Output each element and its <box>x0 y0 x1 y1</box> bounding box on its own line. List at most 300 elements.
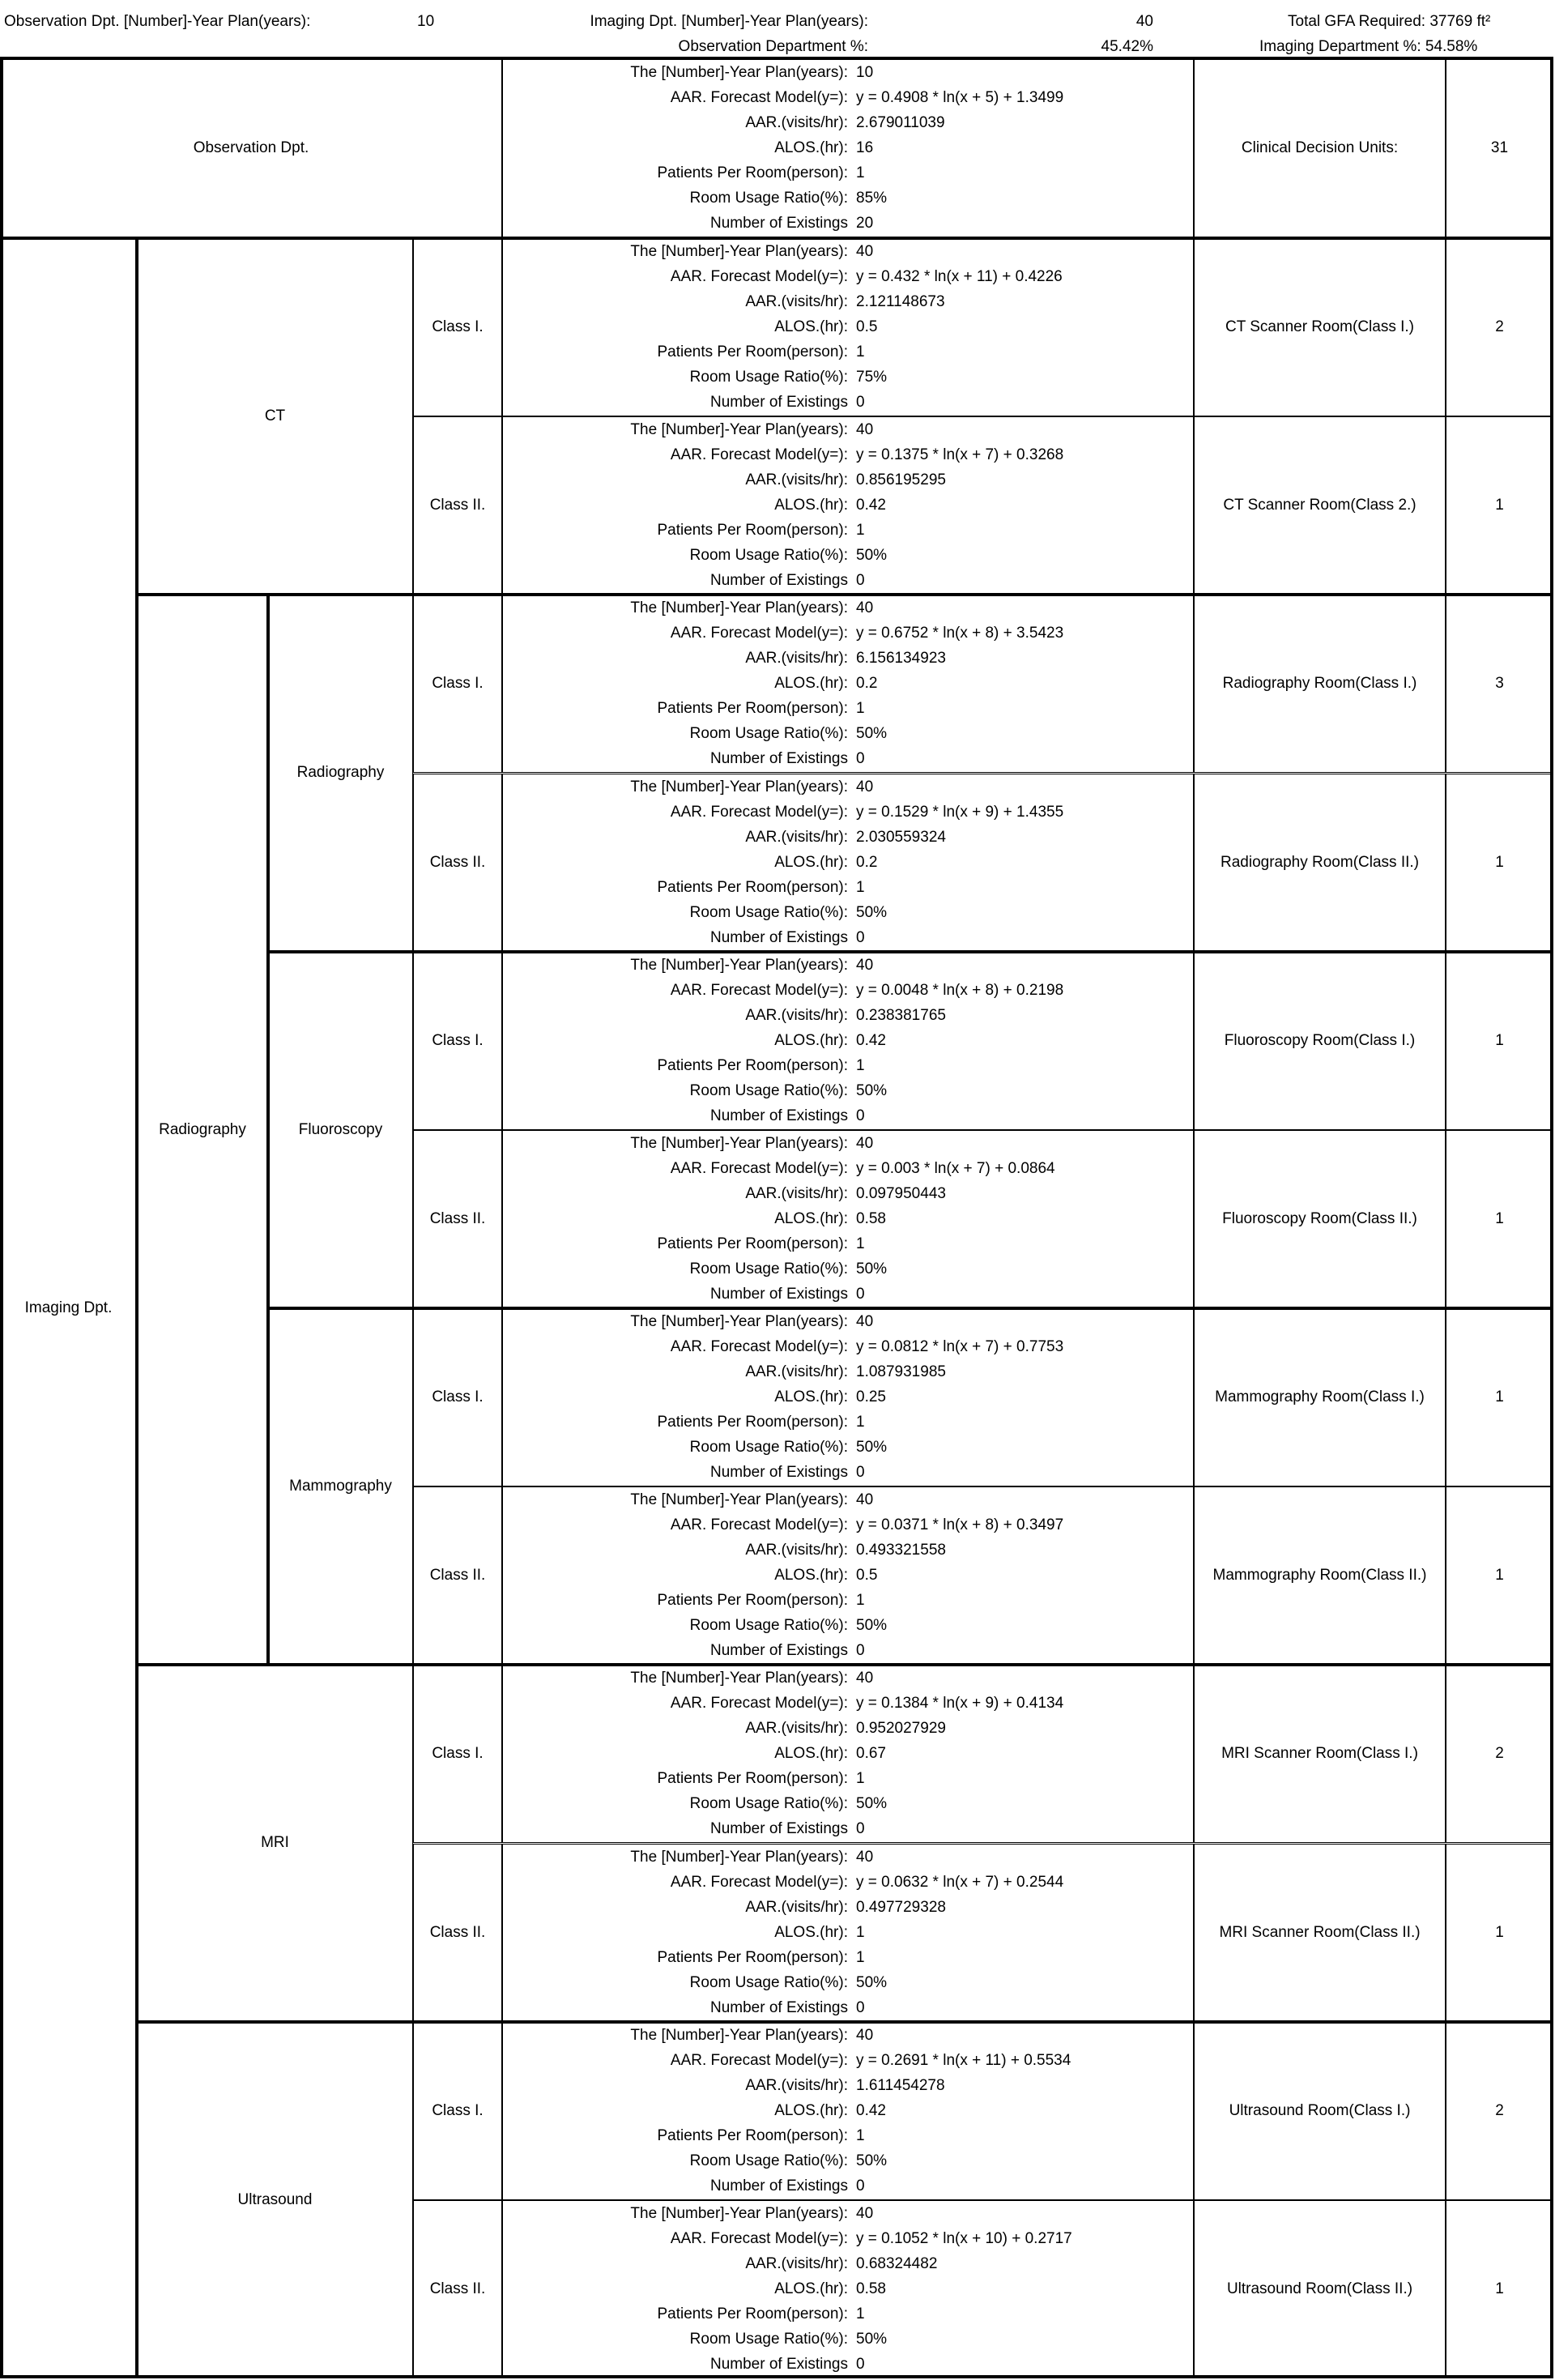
room-count: 2 <box>1446 1665 1553 1843</box>
param-label: Room Usage Ratio(%): <box>689 369 848 386</box>
param-label: AAR. Forecast Model(y=): <box>670 2229 848 2247</box>
param-value: y = 0.4908 * ln(x + 5) + 1.3499 <box>856 89 1064 106</box>
param-row <box>503 1945 1193 1970</box>
param-value: 6.156134923 <box>856 650 946 668</box>
param-label: Patients Per Room(person): <box>657 1235 848 1252</box>
class-label: Class I. <box>413 595 502 773</box>
param-value: y = 0.0812 * ln(x + 7) + 0.7753 <box>856 1338 1064 1356</box>
observation-room-type: Clinical Decision Units: <box>1194 58 1446 238</box>
param-value: 0.497729328 <box>856 1898 946 1916</box>
param-value: 50% <box>856 1617 888 1635</box>
param-label: The [Number]-Year Plan(years): <box>630 1491 848 1509</box>
param-value: y = 0.432 * ln(x + 11) + 0.4226 <box>856 268 1063 286</box>
param-row <box>503 569 1193 594</box>
param-label: AAR. Forecast Model(y=): <box>670 625 848 642</box>
param-value: 0.856195295 <box>856 471 946 489</box>
room-type: Radiography Room(Class I.) <box>1194 595 1446 773</box>
param-value: 50% <box>856 1795 888 1813</box>
param-label: AAR.(visits/hr): <box>745 1363 848 1381</box>
param-label: AAR. Forecast Model(y=): <box>670 89 848 106</box>
param-row <box>503 1589 1193 1614</box>
class-label: Class II. <box>413 2200 502 2378</box>
room-type: MRI Scanner Room(Class I.) <box>1194 1665 1446 1843</box>
param-row <box>503 315 1193 340</box>
param-label: ALOS.(hr): <box>774 2101 848 2119</box>
param-row <box>503 1131 1193 1156</box>
param-label: AAR.(visits/hr): <box>745 828 848 846</box>
param-label: The [Number]-Year Plan(years): <box>630 64 848 81</box>
img-pct-label: Imaging Department %: <box>1259 38 1421 55</box>
param-value: 50% <box>856 1973 888 1991</box>
param-row <box>503 186 1193 211</box>
param-label: The [Number]-Year Plan(years): <box>630 2026 848 2044</box>
obs-plan-label: Observation Dpt. [Number]-Year Plan(years): <box>4 13 311 30</box>
param-row <box>503 2276 1193 2301</box>
param-value: 1 <box>856 1414 865 1431</box>
group-mri: MRI <box>137 1665 413 2021</box>
param-value: 50% <box>856 1260 888 1277</box>
param-label: ALOS.(hr): <box>774 1031 848 1049</box>
class-label: Class I. <box>413 952 502 1130</box>
param-label: AAR. Forecast Model(y=): <box>670 1516 848 1534</box>
param-value: 1 <box>856 878 865 896</box>
param-row <box>503 1767 1193 1792</box>
param-value: 0.5 <box>856 1567 878 1585</box>
param-value: 0 <box>856 1642 865 1660</box>
param-label: Number of Existings <box>709 2355 848 2373</box>
param-row <box>503 1053 1193 1078</box>
room-params <box>502 1486 1194 1665</box>
param-label: Patients Per Room(person): <box>657 2305 848 2322</box>
param-row <box>503 825 1193 850</box>
room-params <box>502 1844 1194 2022</box>
room-type: Fluoroscopy Room(Class I.) <box>1194 952 1446 1130</box>
param-value: 0 <box>856 1107 865 1124</box>
param-value: 40 <box>856 1491 874 1509</box>
class-label: Class II. <box>413 1844 502 2022</box>
param-value: y = 0.003 * ln(x + 7) + 0.0864 <box>856 1159 1055 1177</box>
param-value: 40 <box>856 956 874 974</box>
class-label: Class I. <box>413 238 502 416</box>
param-row <box>503 2123 1193 2148</box>
room-params <box>502 2200 1194 2378</box>
class-label: Class I. <box>413 2022 502 2200</box>
param-label: AAR. Forecast Model(y=): <box>670 1873 848 1891</box>
param-value: 40 <box>856 1848 874 1866</box>
room-type: Ultrasound Room(Class I.) <box>1194 2022 1446 2200</box>
observation-room-count: 31 <box>1446 58 1553 238</box>
param-label: AAR. Forecast Model(y=): <box>670 2051 848 2069</box>
param-label: ALOS.(hr): <box>774 1388 848 1406</box>
param-row <box>503 774 1193 800</box>
param-row <box>503 1385 1193 1410</box>
param-row <box>503 978 1193 1003</box>
param-row <box>503 61 1193 86</box>
param-row <box>503 1666 1193 1691</box>
param-value: 0 <box>856 2355 865 2373</box>
gfa-label: Total GFA Required: <box>1288 13 1426 30</box>
param-label: Number of Existings <box>709 215 848 232</box>
room-params <box>502 238 1194 416</box>
room-count: 2 <box>1446 2022 1553 2200</box>
param-row <box>503 1970 1193 1995</box>
param-label: Room Usage Ratio(%): <box>689 1973 848 1991</box>
param-row <box>503 2251 1193 2276</box>
subgroup-fluoroscopy: Fluoroscopy <box>268 952 413 1308</box>
room-params <box>502 952 1194 1130</box>
param-label: ALOS.(hr): <box>774 139 848 156</box>
param-row <box>503 1691 1193 1717</box>
param-row <box>503 1206 1193 1231</box>
param-label: ALOS.(hr): <box>774 497 848 514</box>
param-row <box>503 1078 1193 1103</box>
class-label: Class II. <box>413 416 502 595</box>
room-params <box>502 1308 1194 1486</box>
class-label: Class I. <box>413 1308 502 1486</box>
param-row <box>503 1360 1193 1385</box>
param-value: y = 0.1052 * ln(x + 10) + 0.2717 <box>856 2229 1072 2247</box>
param-value: 2.121148673 <box>856 293 945 311</box>
room-count: 2 <box>1446 238 1553 416</box>
param-label: Patients Per Room(person): <box>657 164 848 181</box>
param-label: The [Number]-Year Plan(years): <box>630 1670 848 1687</box>
class-label: Class II. <box>413 774 502 952</box>
param-label: AAR. Forecast Model(y=): <box>670 1338 848 1356</box>
param-value: 0 <box>856 2177 865 2194</box>
param-row <box>503 1282 1193 1307</box>
param-row <box>503 1461 1193 1486</box>
param-row <box>503 418 1193 443</box>
param-row <box>503 518 1193 544</box>
param-row <box>503 1920 1193 1945</box>
param-value: 1 <box>856 1235 865 1252</box>
img-plan-label: Imaging Dpt. [Number]-Year Plan(years): <box>590 13 868 30</box>
param-label: The [Number]-Year Plan(years): <box>630 1134 848 1152</box>
param-row <box>503 240 1193 265</box>
param-label: Room Usage Ratio(%): <box>689 547 848 565</box>
param-value: 1 <box>856 2126 865 2144</box>
param-label: Patients Per Room(person): <box>657 1414 848 1431</box>
param-label: Room Usage Ratio(%): <box>689 1795 848 1813</box>
param-value: 0.493321558 <box>856 1542 946 1559</box>
img-plan-value: 40 <box>1135 13 1153 30</box>
param-label: AAR. Forecast Model(y=): <box>670 981 848 999</box>
observation-params <box>502 58 1194 238</box>
param-label: Patients Per Room(person): <box>657 1770 848 1788</box>
param-row <box>503 211 1193 237</box>
param-value: 0.42 <box>856 2101 886 2119</box>
param-label: Room Usage Ratio(%): <box>689 1617 848 1635</box>
param-row <box>503 1410 1193 1435</box>
obs-plan-value: 10 <box>417 13 435 30</box>
param-label: The [Number]-Year Plan(years): <box>630 2204 848 2222</box>
room-count: 1 <box>1446 774 1553 952</box>
room-type: Mammography Room(Class II.) <box>1194 1486 1446 1665</box>
param-value: 1 <box>856 522 865 540</box>
param-value: 1.087931985 <box>856 1363 946 1381</box>
param-value: 1 <box>856 164 865 181</box>
param-value: 50% <box>856 2330 888 2348</box>
param-label: ALOS.(hr): <box>774 1745 848 1763</box>
param-value: 40 <box>856 421 874 439</box>
param-label: Room Usage Ratio(%): <box>689 725 848 743</box>
param-label: Patients Per Room(person): <box>657 878 848 896</box>
param-label: Room Usage Ratio(%): <box>689 2152 848 2169</box>
param-value: y = 0.0048 * ln(x + 8) + 0.2198 <box>856 981 1064 999</box>
param-row <box>503 697 1193 722</box>
param-label: AAR.(visits/hr): <box>745 2076 848 2094</box>
param-value: 1 <box>856 1948 865 1966</box>
class-label: Class II. <box>413 1486 502 1665</box>
group-ultrasound: Ultrasound <box>137 2022 413 2378</box>
param-row <box>503 2301 1193 2327</box>
class-label: Class II. <box>413 1130 502 1308</box>
param-row <box>503 2226 1193 2251</box>
param-value: 0 <box>856 1285 865 1303</box>
param-row <box>503 1895 1193 1920</box>
param-row <box>503 136 1193 161</box>
param-label: AAR.(visits/hr): <box>745 1720 848 1738</box>
param-value: 50% <box>856 2152 888 2169</box>
param-value: 1 <box>856 1592 865 1610</box>
param-row <box>503 1181 1193 1206</box>
param-value: 50% <box>856 547 888 565</box>
param-row <box>503 111 1193 136</box>
param-value: 0 <box>856 572 865 590</box>
param-value: 0.42 <box>856 497 886 514</box>
param-row <box>503 2352 1193 2377</box>
param-label: AAR. Forecast Model(y=): <box>670 803 848 821</box>
param-value: 50% <box>856 1081 888 1099</box>
param-value: 0 <box>856 394 865 412</box>
param-label: The [Number]-Year Plan(years): <box>630 1848 848 1866</box>
param-label: Number of Existings <box>709 750 848 768</box>
param-value: 1 <box>856 343 865 361</box>
param-row <box>503 1435 1193 1461</box>
param-row <box>503 493 1193 518</box>
param-row <box>503 1614 1193 1639</box>
param-row <box>503 1256 1193 1282</box>
param-value: 0.5 <box>856 318 878 336</box>
param-row <box>503 900 1193 925</box>
param-label: ALOS.(hr): <box>774 853 848 871</box>
param-label: The [Number]-Year Plan(years): <box>630 956 848 974</box>
param-value: 0.952027929 <box>856 1720 946 1738</box>
param-row <box>503 340 1193 365</box>
param-label: Patients Per Room(person): <box>657 343 848 361</box>
param-value: 40 <box>856 2026 874 2044</box>
param-label: AAR.(visits/hr): <box>745 114 848 131</box>
total-gfa <box>1288 12 1490 32</box>
param-label: ALOS.(hr): <box>774 675 848 693</box>
param-label: AAR.(visits/hr): <box>745 1542 848 1559</box>
param-row <box>503 1717 1193 1742</box>
param-label: Room Usage Ratio(%): <box>689 1081 848 1099</box>
room-type: Fluoroscopy Room(Class II.) <box>1194 1130 1446 1308</box>
param-row <box>503 2201 1193 2226</box>
param-value: 1.611454278 <box>856 2076 945 2094</box>
param-value: y = 0.6752 * ln(x + 8) + 3.5423 <box>856 625 1064 642</box>
room-params <box>502 1665 1194 1843</box>
class-label: Class I. <box>413 1665 502 1843</box>
param-value: 0.58 <box>856 1209 886 1227</box>
param-label: Number of Existings <box>709 928 848 946</box>
param-label: AAR. Forecast Model(y=): <box>670 446 848 464</box>
param-label: Number of Existings <box>709 2177 848 2194</box>
subgroup-mammography: Mammography <box>268 1308 413 1665</box>
param-row <box>503 2148 1193 2173</box>
room-params <box>502 416 1194 595</box>
param-value: 1 <box>856 700 865 718</box>
room-count: 1 <box>1446 1308 1553 1486</box>
room-params <box>502 595 1194 773</box>
param-label: Number of Existings <box>709 1107 848 1124</box>
param-label: The [Number]-Year Plan(years): <box>630 599 848 617</box>
param-row <box>503 443 1193 468</box>
param-row <box>503 2048 1193 2073</box>
param-row <box>503 925 1193 950</box>
param-value: 0 <box>856 1998 865 2016</box>
param-value: y = 0.0371 * ln(x + 8) + 0.3497 <box>856 1516 1064 1534</box>
obs-pct-value: 45.42% <box>1101 38 1153 55</box>
param-row <box>503 468 1193 493</box>
param-label: Patients Per Room(person): <box>657 1592 848 1610</box>
param-row <box>503 875 1193 900</box>
room-count: 1 <box>1446 1130 1553 1308</box>
param-value: 50% <box>856 725 888 743</box>
param-label: AAR.(visits/hr): <box>745 1006 848 1024</box>
param-value: 50% <box>856 1439 888 1457</box>
param-value: 75% <box>856 369 888 386</box>
group-radiography: Radiography <box>137 595 268 1665</box>
param-label: Patients Per Room(person): <box>657 700 848 718</box>
room-type: CT Scanner Room(Class I.) <box>1194 238 1446 416</box>
param-label: The [Number]-Year Plan(years): <box>630 1313 848 1331</box>
param-value: 40 <box>856 2204 874 2222</box>
param-row <box>503 265 1193 290</box>
param-label: AAR. Forecast Model(y=): <box>670 268 848 286</box>
room-type: MRI Scanner Room(Class II.) <box>1194 1844 1446 2022</box>
param-value: 40 <box>856 1670 874 1687</box>
param-value: y = 0.2691 * ln(x + 11) + 0.5534 <box>856 2051 1071 2069</box>
param-value: 40 <box>856 1134 874 1152</box>
param-row <box>503 1003 1193 1028</box>
room-count: 1 <box>1446 1486 1553 1665</box>
param-value: 0 <box>856 1464 865 1482</box>
param-value: 40 <box>856 778 874 795</box>
param-label: AAR. Forecast Model(y=): <box>670 1159 848 1177</box>
param-label: Room Usage Ratio(%): <box>689 1439 848 1457</box>
room-type: Radiography Room(Class II.) <box>1194 774 1446 952</box>
param-row <box>503 390 1193 416</box>
param-row <box>503 1335 1193 1360</box>
room-type: Mammography Room(Class I.) <box>1194 1308 1446 1486</box>
param-value: 2.030559324 <box>856 828 946 846</box>
param-row <box>503 1538 1193 1563</box>
param-row <box>503 672 1193 697</box>
param-row <box>503 2173 1193 2199</box>
param-value: 0.42 <box>856 1031 886 1049</box>
param-label: Number of Existings <box>709 572 848 590</box>
param-value: 0.58 <box>856 2280 886 2297</box>
param-row <box>503 800 1193 825</box>
param-label: ALOS.(hr): <box>774 2280 848 2297</box>
param-row <box>503 1103 1193 1128</box>
room-count: 1 <box>1446 416 1553 595</box>
room-type: Ultrasound Room(Class II.) <box>1194 2200 1446 2378</box>
param-row <box>503 953 1193 978</box>
room-params <box>502 2022 1194 2200</box>
param-label: The [Number]-Year Plan(years): <box>630 778 848 795</box>
param-row <box>503 1028 1193 1053</box>
param-label: Room Usage Ratio(%): <box>689 903 848 921</box>
room-count: 1 <box>1446 1844 1553 2022</box>
param-label: AAR.(visits/hr): <box>745 293 848 311</box>
param-label: ALOS.(hr): <box>774 1567 848 1585</box>
param-value: 0.2 <box>856 675 878 693</box>
room-params <box>502 1130 1194 1308</box>
room-count: 3 <box>1446 595 1553 773</box>
param-value: 20 <box>856 215 874 232</box>
param-value: 0.67 <box>856 1745 886 1763</box>
param-value: y = 0.1529 * ln(x + 9) + 1.4355 <box>856 803 1064 821</box>
param-row <box>503 722 1193 747</box>
imaging-dept-name: Imaging Dpt. <box>0 238 137 2378</box>
param-label: Patients Per Room(person): <box>657 1948 848 1966</box>
param-row <box>503 1792 1193 1817</box>
img-pct <box>1259 37 1477 57</box>
observation-dept-name: Observation Dpt. <box>0 58 502 238</box>
param-value: y = 0.1375 * ln(x + 7) + 0.3268 <box>856 446 1064 464</box>
param-value: 1 <box>856 1923 865 1941</box>
param-value: 0.097950443 <box>856 1184 946 1202</box>
param-row <box>503 1513 1193 1538</box>
param-row <box>503 1231 1193 1256</box>
param-value: 0.238381765 <box>856 1006 946 1024</box>
param-value: 0 <box>856 928 865 946</box>
param-row <box>503 2023 1193 2048</box>
param-row <box>503 621 1193 646</box>
param-label: Number of Existings <box>709 1820 848 1838</box>
param-row <box>503 1817 1193 1842</box>
param-value: y = 0.0632 * ln(x + 7) + 0.2544 <box>856 1873 1064 1891</box>
param-row <box>503 1742 1193 1767</box>
param-value: 85% <box>856 190 888 207</box>
param-row <box>503 1310 1193 1335</box>
param-row <box>503 86 1193 111</box>
param-value: 1 <box>856 1770 865 1788</box>
param-label: Room Usage Ratio(%): <box>689 190 848 207</box>
param-label: Number of Existings <box>709 1642 848 1660</box>
param-label: ALOS.(hr): <box>774 1209 848 1227</box>
param-label: Patients Per Room(person): <box>657 2126 848 2144</box>
img-pct-value: 54.58% <box>1425 38 1478 55</box>
param-label: The [Number]-Year Plan(years): <box>630 243 848 261</box>
param-value: 40 <box>856 243 874 261</box>
param-value: 50% <box>856 903 888 921</box>
param-label: AAR.(visits/hr): <box>745 650 848 668</box>
param-value: y = 0.1384 * ln(x + 9) + 0.4134 <box>856 1695 1064 1712</box>
param-label: Patients Per Room(person): <box>657 522 848 540</box>
subgroup-radiography: Radiography <box>268 595 413 951</box>
param-value: 0 <box>856 1820 865 1838</box>
param-value: 0.25 <box>856 1388 886 1406</box>
param-label: Number of Existings <box>709 1285 848 1303</box>
param-value: 1 <box>856 1056 865 1074</box>
param-value: 0 <box>856 750 865 768</box>
param-label: AAR.(visits/hr): <box>745 471 848 489</box>
param-label: Room Usage Ratio(%): <box>689 2330 848 2348</box>
